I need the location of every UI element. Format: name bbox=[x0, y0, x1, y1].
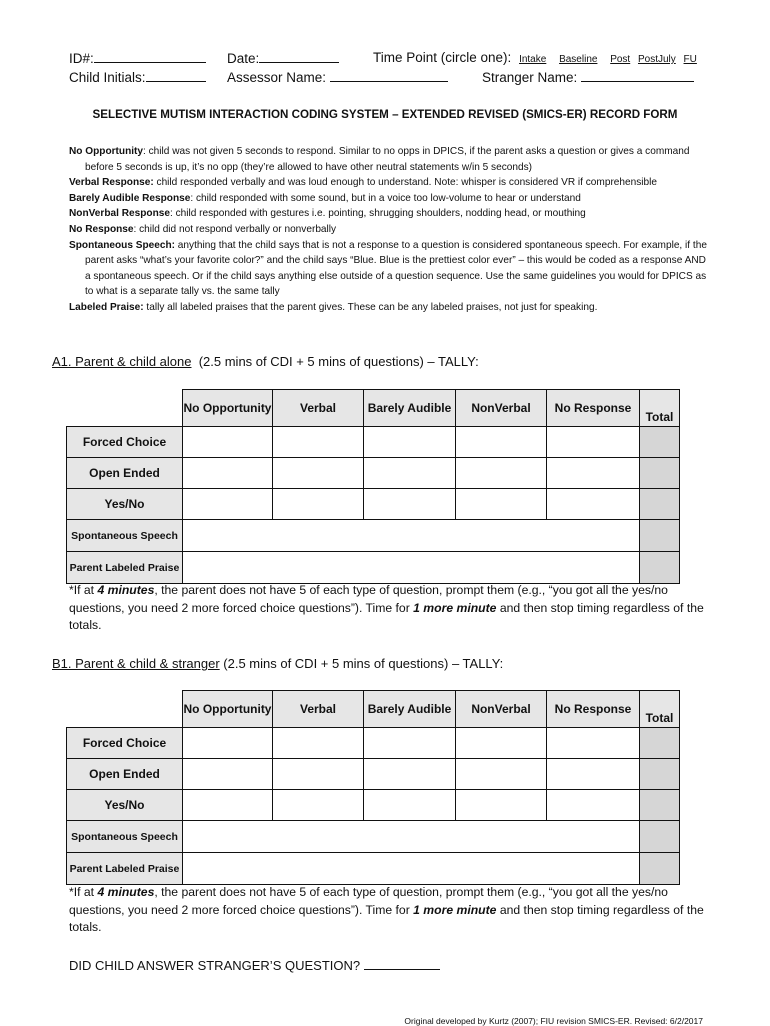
tally-cell[interactable] bbox=[183, 728, 273, 759]
definition-spontaneous-speech: Spontaneous Speech: anything that the child says that is not a response to a question is considered spontaneous speech. For example, if the parent asks “what’s your favorite color?” and the child says “Blue. Blue is the prettiest color ever” – this would be coded as a response AND a spontaneous speech. Or if the child says anything else outside of a question sequence. Use the same guidelines you would for DPICS as to what is a separate tally vs. the same tally bbox=[69, 239, 707, 298]
definitions bbox=[69, 144, 709, 316]
tally-cell[interactable] bbox=[547, 790, 640, 821]
column-header-nonverbal: NonVerbal bbox=[456, 390, 547, 427]
total-cell[interactable] bbox=[640, 821, 680, 853]
footer-credit: Original developed by Kurtz (2007); FIU revision SMICS-ER. Revised: 6/2/2017 bbox=[404, 1016, 703, 1026]
tally-table-b1 bbox=[66, 690, 680, 885]
stranger-name-field[interactable]: Stranger Name: bbox=[482, 69, 694, 85]
tally-cell[interactable] bbox=[273, 759, 364, 790]
labeled-praise-tally[interactable] bbox=[183, 853, 640, 885]
tally-cell[interactable] bbox=[547, 489, 640, 520]
tally-cell[interactable] bbox=[547, 728, 640, 759]
column-header-barely-audible: Barely Audible bbox=[364, 691, 456, 728]
row-label-yes-no: Yes/No bbox=[67, 790, 183, 821]
time-point-intake[interactable]: Intake bbox=[519, 54, 547, 65]
spontaneous-speech-tally[interactable] bbox=[183, 821, 640, 853]
column-header-total: Total bbox=[640, 390, 680, 427]
column-header-total: Total bbox=[640, 691, 680, 728]
total-cell[interactable] bbox=[640, 790, 680, 821]
child-initials-field[interactable]: Child Initials: bbox=[69, 69, 206, 85]
column-header-no-response: No Response bbox=[547, 691, 640, 728]
total-cell[interactable] bbox=[640, 489, 680, 520]
tally-cell[interactable] bbox=[183, 790, 273, 821]
tally-cell[interactable] bbox=[456, 728, 547, 759]
row-label-open-ended: Open Ended bbox=[67, 759, 183, 790]
total-cell[interactable] bbox=[640, 427, 680, 458]
time-point-postjuly[interactable]: PostJuly bbox=[637, 54, 676, 65]
definition-no-opportunity: No Opportunity: child was not given 5 seconds to respond. Similar to no opps in DPICS, if the parent asks a question or gives a command before 5 seconds is up, it’s no opp (they’re allowed to have other neutral statements w/in 5 seconds) bbox=[69, 146, 690, 173]
tally-cell[interactable] bbox=[364, 427, 456, 458]
time-point-baseline[interactable]: Baseline bbox=[559, 54, 598, 65]
row-label-open-ended: Open Ended bbox=[67, 458, 183, 489]
tally-cell[interactable] bbox=[183, 458, 273, 489]
labeled-praise-tally[interactable] bbox=[183, 552, 640, 584]
column-header-nonverbal: NonVerbal bbox=[456, 691, 547, 728]
total-cell[interactable] bbox=[640, 853, 680, 885]
section-a1-note: *If at 4 minutes, the parent does not have 5 of each type of question, prompt them (e.g., “you got all the yes/no questions, you need 2 more forced choice questions”). Time for 1 more minute and then stop timing regardless of the totals. bbox=[69, 583, 704, 632]
tally-cell[interactable] bbox=[183, 759, 273, 790]
tally-cell[interactable] bbox=[456, 458, 547, 489]
row-label-spontaneous-speech: Spontaneous Speech bbox=[67, 821, 183, 853]
tally-cell[interactable] bbox=[273, 728, 364, 759]
tally-cell[interactable] bbox=[456, 790, 547, 821]
row-label-forced-choice: Forced Choice bbox=[67, 728, 183, 759]
row-label-labeled-praise: Parent Labeled Praise bbox=[67, 552, 183, 584]
section-b1-title: B1. Parent & child & stranger (2.5 mins of CDI + 5 mins of questions) – TALLY: bbox=[52, 656, 504, 671]
tally-cell[interactable] bbox=[183, 489, 273, 520]
column-header-no-opportunity: No Opportunity bbox=[183, 691, 273, 728]
section-a1-title: A1. Parent & child alone (2.5 mins of CDI + 5 mins of questions) – TALLY: bbox=[52, 354, 479, 369]
time-point-field: Time Point (circle one): Intake Baseline Post PostJuly FU bbox=[373, 50, 697, 65]
time-point-fu[interactable]: FU bbox=[683, 54, 697, 65]
tally-cell[interactable] bbox=[273, 489, 364, 520]
column-header-barely-audible: Barely Audible bbox=[364, 390, 456, 427]
tally-cell[interactable] bbox=[364, 759, 456, 790]
tally-cell[interactable] bbox=[364, 489, 456, 520]
column-header-no-opportunity: No Opportunity bbox=[183, 390, 273, 427]
section-b1-note: *If at 4 minutes, the parent does not have 5 of each type of question, prompt them (e.g., “you got all the yes/no questions, you need 2 more forced choice questions”). Time for 1 more minute and then stop timing regardless of the totals. bbox=[69, 885, 704, 934]
tally-cell[interactable] bbox=[273, 458, 364, 489]
stranger-question-field[interactable]: DID CHILD ANSWER STRANGER’S QUESTION? bbox=[69, 957, 440, 973]
total-cell[interactable] bbox=[640, 552, 680, 584]
row-label-forced-choice: Forced Choice bbox=[67, 427, 183, 458]
tally-cell[interactable] bbox=[364, 458, 456, 489]
total-cell[interactable] bbox=[640, 458, 680, 489]
spontaneous-speech-tally[interactable] bbox=[183, 520, 640, 552]
column-header-no-response: No Response bbox=[547, 390, 640, 427]
id-field[interactable]: ID#: bbox=[69, 50, 206, 66]
tally-table-a1 bbox=[66, 389, 680, 584]
tally-cell[interactable] bbox=[547, 427, 640, 458]
definition-no-response: No Response: child did not respond verbally or nonverbally bbox=[69, 223, 337, 235]
form-title: SELECTIVE MUTISM INTERACTION CODING SYSTEM – EXTENDED REVISED (SMICS-ER) RECORD FORM bbox=[92, 108, 678, 121]
row-label-labeled-praise: Parent Labeled Praise bbox=[67, 853, 183, 885]
tally-cell[interactable] bbox=[456, 759, 547, 790]
tally-cell[interactable] bbox=[273, 790, 364, 821]
row-label-yes-no: Yes/No bbox=[67, 489, 183, 520]
total-cell[interactable] bbox=[640, 520, 680, 552]
tally-cell[interactable] bbox=[364, 728, 456, 759]
row-label-spontaneous-speech: Spontaneous Speech bbox=[67, 520, 183, 552]
tally-cell[interactable] bbox=[364, 790, 456, 821]
definition-nonverbal: NonVerbal Response: child responded with gestures i.e. pointing, shrugging shoulders, nodding head, or mouthing bbox=[69, 208, 586, 220]
tally-cell[interactable] bbox=[547, 759, 640, 790]
tally-cell[interactable] bbox=[547, 458, 640, 489]
time-point-post[interactable]: Post bbox=[610, 54, 631, 65]
tally-cell[interactable] bbox=[273, 427, 364, 458]
assessor-name-field[interactable]: Assessor Name: bbox=[227, 69, 448, 85]
tally-cell[interactable] bbox=[183, 427, 273, 458]
column-header-verbal: Verbal bbox=[273, 691, 364, 728]
tally-cell[interactable] bbox=[456, 427, 547, 458]
total-cell[interactable] bbox=[640, 728, 680, 759]
date-field[interactable]: Date: bbox=[227, 50, 339, 66]
total-cell[interactable] bbox=[640, 759, 680, 790]
definition-labeled-praise: Labeled Praise: tally all labeled praises that the parent gives. These can be any labeled praises, not just for speaking. bbox=[69, 301, 598, 313]
definition-verbal-response: Verbal Response: child responded verbally and was loud enough to understand. Note: whisper is considered VR if comprehensible bbox=[69, 177, 658, 189]
tally-cell[interactable] bbox=[456, 489, 547, 520]
column-header-verbal: Verbal bbox=[273, 390, 364, 427]
definition-barely-audible: Barely Audible Response: child responded with some sound, but in a voice too low-volume to hear or understand bbox=[69, 192, 581, 204]
